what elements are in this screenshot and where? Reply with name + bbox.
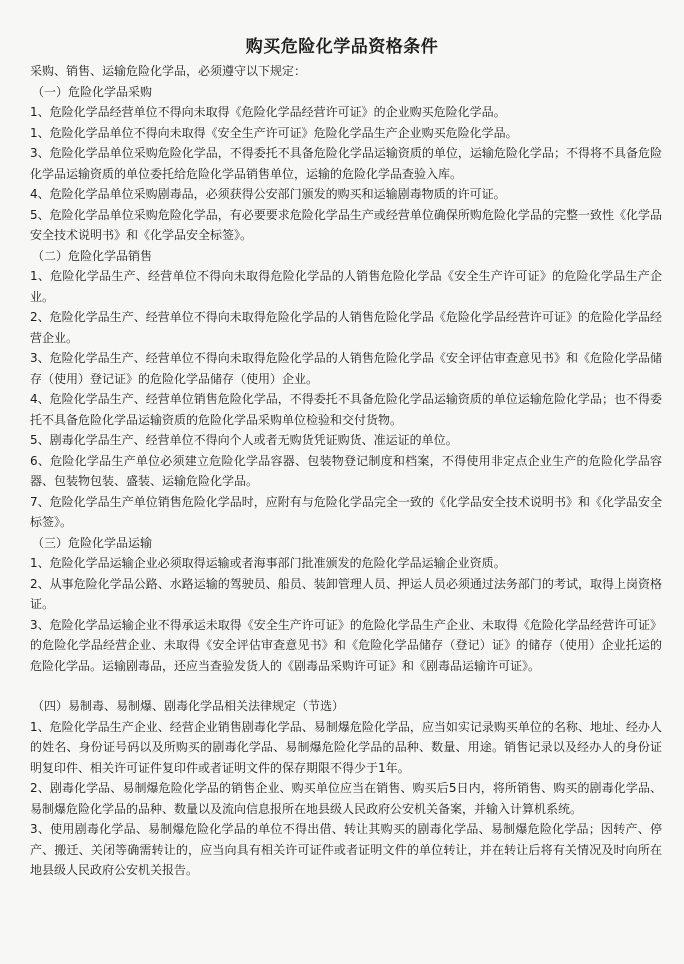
section-heading: （三）危险化学品运输 [32, 535, 153, 550]
paragraph: 6、危险化学品生产单位必须建立危险化学品容器、包装物登记制度和档案，不得使用非定点企业生产的危险化学品容器、包装物包装、盛装、运输危险化学品。 [30, 453, 662, 488]
page-title: 购买危险化学品资格条件 [245, 37, 439, 57]
paragraph: 5、危险化学品单位采购危险化学品，有必要要求危险化学品生产或经营单位确保所购危险化学品的完整一致性《化学品安全技术说明书》和《化学品安全标签》。 [30, 207, 662, 242]
intro-text: 采购、销售、运输危险化学品，必须遵守以下规定： [30, 64, 307, 78]
paragraph: 5、剧毒化学品生产、经营单位不得向个人或者无购货凭证购货、准运证的单位。 [30, 433, 458, 447]
document-body [30, 61, 662, 881]
section-gap [30, 676, 662, 696]
paragraph: 1、危险化学品经营单位不得向未取得《危险化学品经营许可证》的企业购买危险化学品。 [30, 105, 506, 119]
paragraph: 1、危险化学品单位不得向未取得《安全生产许可证》危险化学品生产企业购买危险化学品。 [30, 125, 518, 140]
paragraph: 2、从事危险化学品公路、水路运输的驾驶员、船员、装卸管理人员、押运人员必须通过法务部门的考试，取得上岗资格证。 [30, 576, 662, 611]
paragraph: 4、危险化学品单位采购剧毒品，必须获得公安部门颁发的购买和运输剧毒物质的许可证。 [30, 187, 506, 201]
paragraph: 1、危险化学品运输企业必须取得运输或者海事部门批准颁发的危险化学品运输企业资质。 [30, 556, 506, 570]
paragraph: 2、剧毒化学品、易制爆危险化学品的销售企业、购买单位应当在销售、购买后5日内，将所销售、购买的剧毒化学品、易制爆危险化学品的品种、数量以及流向信息报所在地县级人民政府公安机关备案，并输入计算机系统。 [30, 781, 662, 816]
paragraph: 2、危险化学品生产、经营单位不得向未取得危险化学品的人销售危险化学品《危险化学品经营许可证》的危险化学品经营企业。 [30, 310, 662, 345]
section-heading: （二）危险化学品销售 [32, 248, 153, 263]
section-heading: （四）易制毒、易制爆、剧毒化学品相关法律规定（节选） [32, 699, 345, 713]
paragraph: 1、危险化学品生产企业、经营企业销售剧毒化学品、易制爆危险化学品，应当如实记录购买单位的名称、地址、经办人的姓名、身份证号码以及所购买的剧毒化学品、易制爆危险化学品的品种、数量、用途。销售记录以及经办人的身份证明复印件、相关许可证件复印件或者证明文件的保存期限不得少于1年。 [30, 719, 662, 775]
paragraph: 7、危险化学品生产单位销售危险化学品时，应附有与危险化学品完全一致的《化学品安全技术说明书》和《化学品安全标签》。 [30, 494, 662, 529]
paragraph: 3、危险化学品生产、经营单位不得向未取得危险化学品的人销售危险化学品《安全评估审查意见书》和《危险化学品储存（使用）登记证》的危险化学品储存（使用）企业。 [30, 351, 662, 386]
paragraph: 3、使用剧毒化学品、易制爆危险化学品的单位不得出借、转让其购买的剧毒化学品、易制爆危险化学品；因转产、停产、搬迁、关闭等确需转让的，应当向具有相关许可证件或者证明文件的单位转让，并在转让后将有关情况及时向所在地县级人民政府公安机关报告。 [30, 822, 662, 877]
paragraph: 1、危险化学品生产、经营单位不得向未取得危险化学品的人销售危险化学品《安全生产许可证》的危险化学品生产企业。 [30, 269, 662, 304]
paragraph: 3、危险化学品单位采购危险化学品，不得委托不具备危险化学品运输资质的单位，运输危险化学品；不得将不具备危险化学品运输资质的单位委托给危险化学品销售单位，运输的危险化学品查验入库。 [30, 146, 662, 181]
section-heading: （一）危险化学品采购 [32, 84, 153, 99]
paragraph: 3、危险化学品运输企业不得承运未取得《安全生产许可证》的危险化学品生产企业、未取得《危险化学品经营许可证》的危险化学品经营企业、未取得《安全评估审查意见书》和《危险化学品储存（登记）证》的储存（使用）企业托运的危险化学品。运输剧毒品，还应当查验发货人的《剧毒品采购许可证》和《剧毒品运输许可证》。 [30, 617, 662, 673]
paragraph: 4、危险化学品生产、经营单位销售危险化学品，不得委托不具备危险化学品运输资质的单位运输危险化学品；也不得委托不具备危险化学品运输资质的危险化学品采购单位检验和交付货物。 [30, 392, 662, 427]
